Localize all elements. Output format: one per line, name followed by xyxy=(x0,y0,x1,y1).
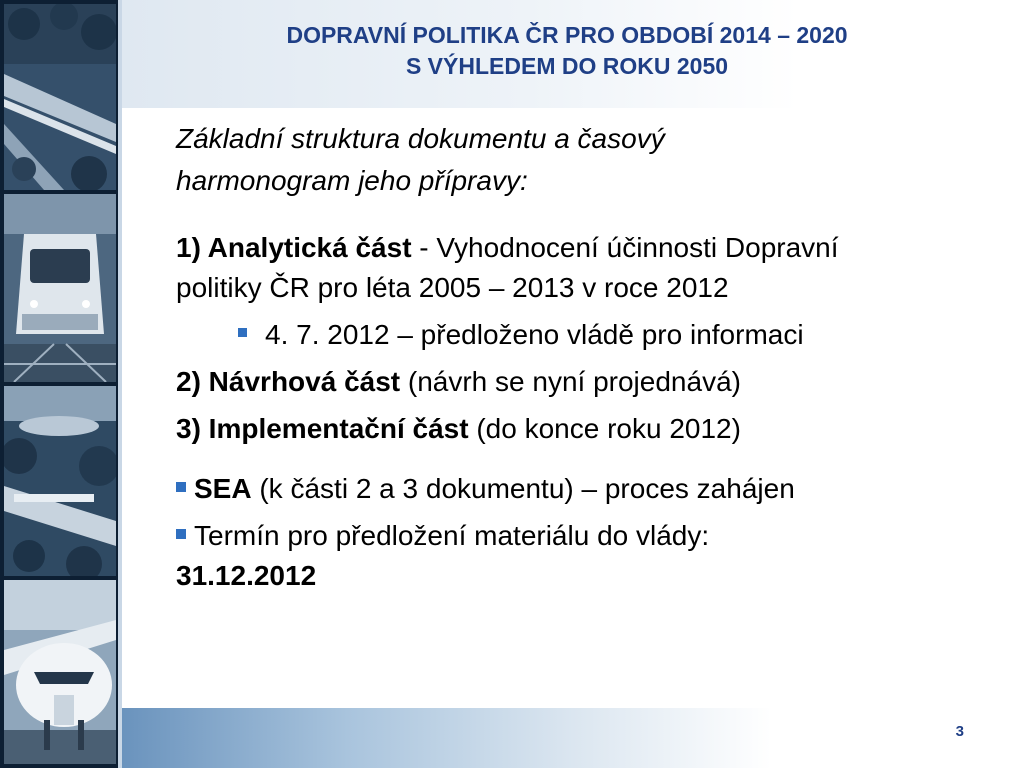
intro-text xyxy=(176,118,1006,202)
item-analytical-text-1: - Vyhodnocení účinnosti Dopravní xyxy=(411,232,839,263)
photo-strip xyxy=(0,0,118,768)
square-bullet-icon xyxy=(176,482,186,492)
footer-band xyxy=(122,708,1024,768)
item-implementation-label: 3) Implementační část xyxy=(176,413,469,444)
item-proposal-text: (návrh se nyní projednává) xyxy=(400,366,741,397)
item-analytical-subitem-text: 4. 7. 2012 – předloženo vládě pro informaci xyxy=(265,319,804,350)
item-proposal-label: 2) Návrhová část xyxy=(176,366,401,397)
bullet-deadline-date: 31.12.2012 xyxy=(176,560,317,591)
page-number: 3 xyxy=(955,723,964,740)
item-analytical xyxy=(176,228,1006,308)
slide-content xyxy=(176,118,1006,596)
square-bullet-icon xyxy=(176,529,186,539)
item-analytical-subitem xyxy=(176,315,1006,355)
intro-line-1: Základní struktura dokumentu a časový xyxy=(176,123,665,154)
highway-photo xyxy=(4,4,116,190)
bullet-sea-label: SEA xyxy=(194,473,252,504)
bullet-deadline xyxy=(176,516,1006,596)
airplane-photo xyxy=(4,580,116,764)
slide-title xyxy=(122,20,1012,82)
strip-divider xyxy=(118,0,122,768)
item-proposal xyxy=(176,362,1006,402)
square-bullet-icon xyxy=(238,328,247,337)
bullet-deadline-text: Termín pro předložení materiálu do vlády: xyxy=(194,520,710,551)
item-implementation xyxy=(176,409,1006,449)
bullet-sea-text: (k části 2 a 3 dokumentu) – proces zahájen xyxy=(251,473,795,504)
intro-line-2: harmonogram jeho přípravy: xyxy=(176,165,528,196)
waterway-photo xyxy=(4,386,116,576)
item-analytical-label: 1) Analytická část xyxy=(176,232,412,263)
title-line-2: S VÝHLEDEM DO ROKU 2050 xyxy=(405,53,729,79)
title-line-1: DOPRAVNÍ POLITIKA ČR PRO OBDOBÍ 2014 – 2020 xyxy=(286,22,848,48)
train-photo xyxy=(4,194,116,382)
bullet-sea xyxy=(176,469,1006,509)
item-analytical-text-2: politiky ČR pro léta 2005 – 2013 v roce 2012 xyxy=(176,272,729,303)
item-implementation-text: (do konce roku 2012) xyxy=(468,413,741,444)
